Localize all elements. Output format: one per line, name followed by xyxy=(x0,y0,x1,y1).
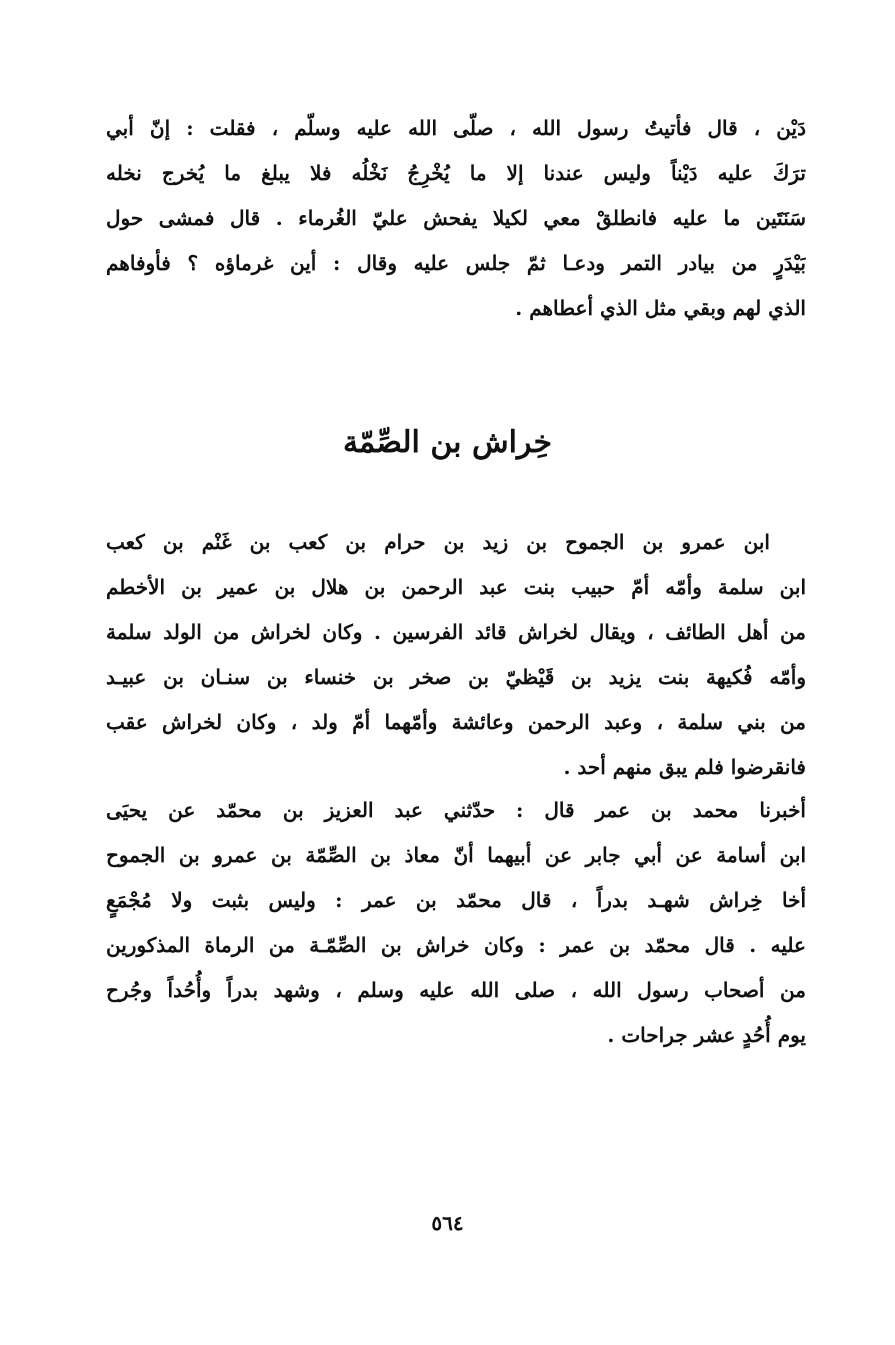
text-line: بَيْدَرٍ من بيادر التمر ودعـا ثمّ جلس عليه وقال : أين غرماؤه ؟ فأوفاهم xyxy=(106,251,806,275)
paragraph-continuation xyxy=(106,106,806,331)
text-line: دَيْن ، قال فأتيتُ رسول الله ، صلّى الله عليه وسلّم ، فقلت : إنّ أبي xyxy=(106,116,806,140)
paragraph-narration xyxy=(106,788,806,1058)
text-line: عليه . قال محمّد بن عمر : وكان خراش بن الصِّمّـة من الرماة المذكورين xyxy=(106,933,806,957)
text-line: فانقرضوا فلم يبق منهم أحد . xyxy=(563,755,806,779)
text-line: ابن عمرو بن الجموح بن زيد بن حرام بن كعب بن غَنْم بن كعب xyxy=(106,530,770,554)
text-line: وأمّه فُكيهة بنت يزيد بن قَيْظيّ بن صخر بن خنساء بن سنـان بن عبيـد xyxy=(106,665,806,689)
text-line: الذي لهم وبقي مثل الذي أعطاهم . xyxy=(515,296,806,320)
text-line: ابن أسامة عن أبي جابر عن أبيهما أنّ معاذ بن الصِّمّة بن عمرو بن الجموح xyxy=(106,843,806,867)
page-number: ٥٦٤ xyxy=(431,1211,464,1235)
text-line: أخبرنا محمد بن عمر قال : حدّثني عبد العزيز بن محمّد عن يحيَى xyxy=(106,798,806,822)
text-line: ترَكَ عليه دَيْناً وليس عندنا إلا ما يُخْرِجُ نَخْلُه فلا يبلغ ما يُخرج نخله xyxy=(106,161,806,185)
text-line: ابن سلمة وأمّه أمّ حبيب بنت عبد الرحمن بن هلال بن عمير بن الأخطم xyxy=(106,575,806,599)
text-line: سَنَتَين ما عليه فانطلقْ معي لكيلا يفحش عليّ الغُرماء . قال فمشى حول xyxy=(106,206,806,230)
text-line: من أهل الطائف ، ويقال لخراش قائد الفرسين . وكان لخراش من الولد سلمة xyxy=(106,620,806,644)
text-line: من أصحاب رسول الله ، صلى الله عليه وسلم ، وشهد بدراً وأُحُداً وجُرح xyxy=(106,978,806,1002)
section-heading: خِراش بن الصِّمّة xyxy=(342,425,553,460)
paragraph-lineage xyxy=(106,520,806,790)
text-line: يوم أُحُدٍ عشر جراحات . xyxy=(607,1023,806,1047)
text-line: من بني سلمة ، وعبد الرحمن وعائشة وأمّهما أمّ ولد ، وكان لخراش عقب xyxy=(106,710,806,734)
text-line: أخا خِراش شهـد بدراً ، قال محمّد بن عمر : وليس بثبت ولا مُجْمَعٍ xyxy=(106,888,806,912)
